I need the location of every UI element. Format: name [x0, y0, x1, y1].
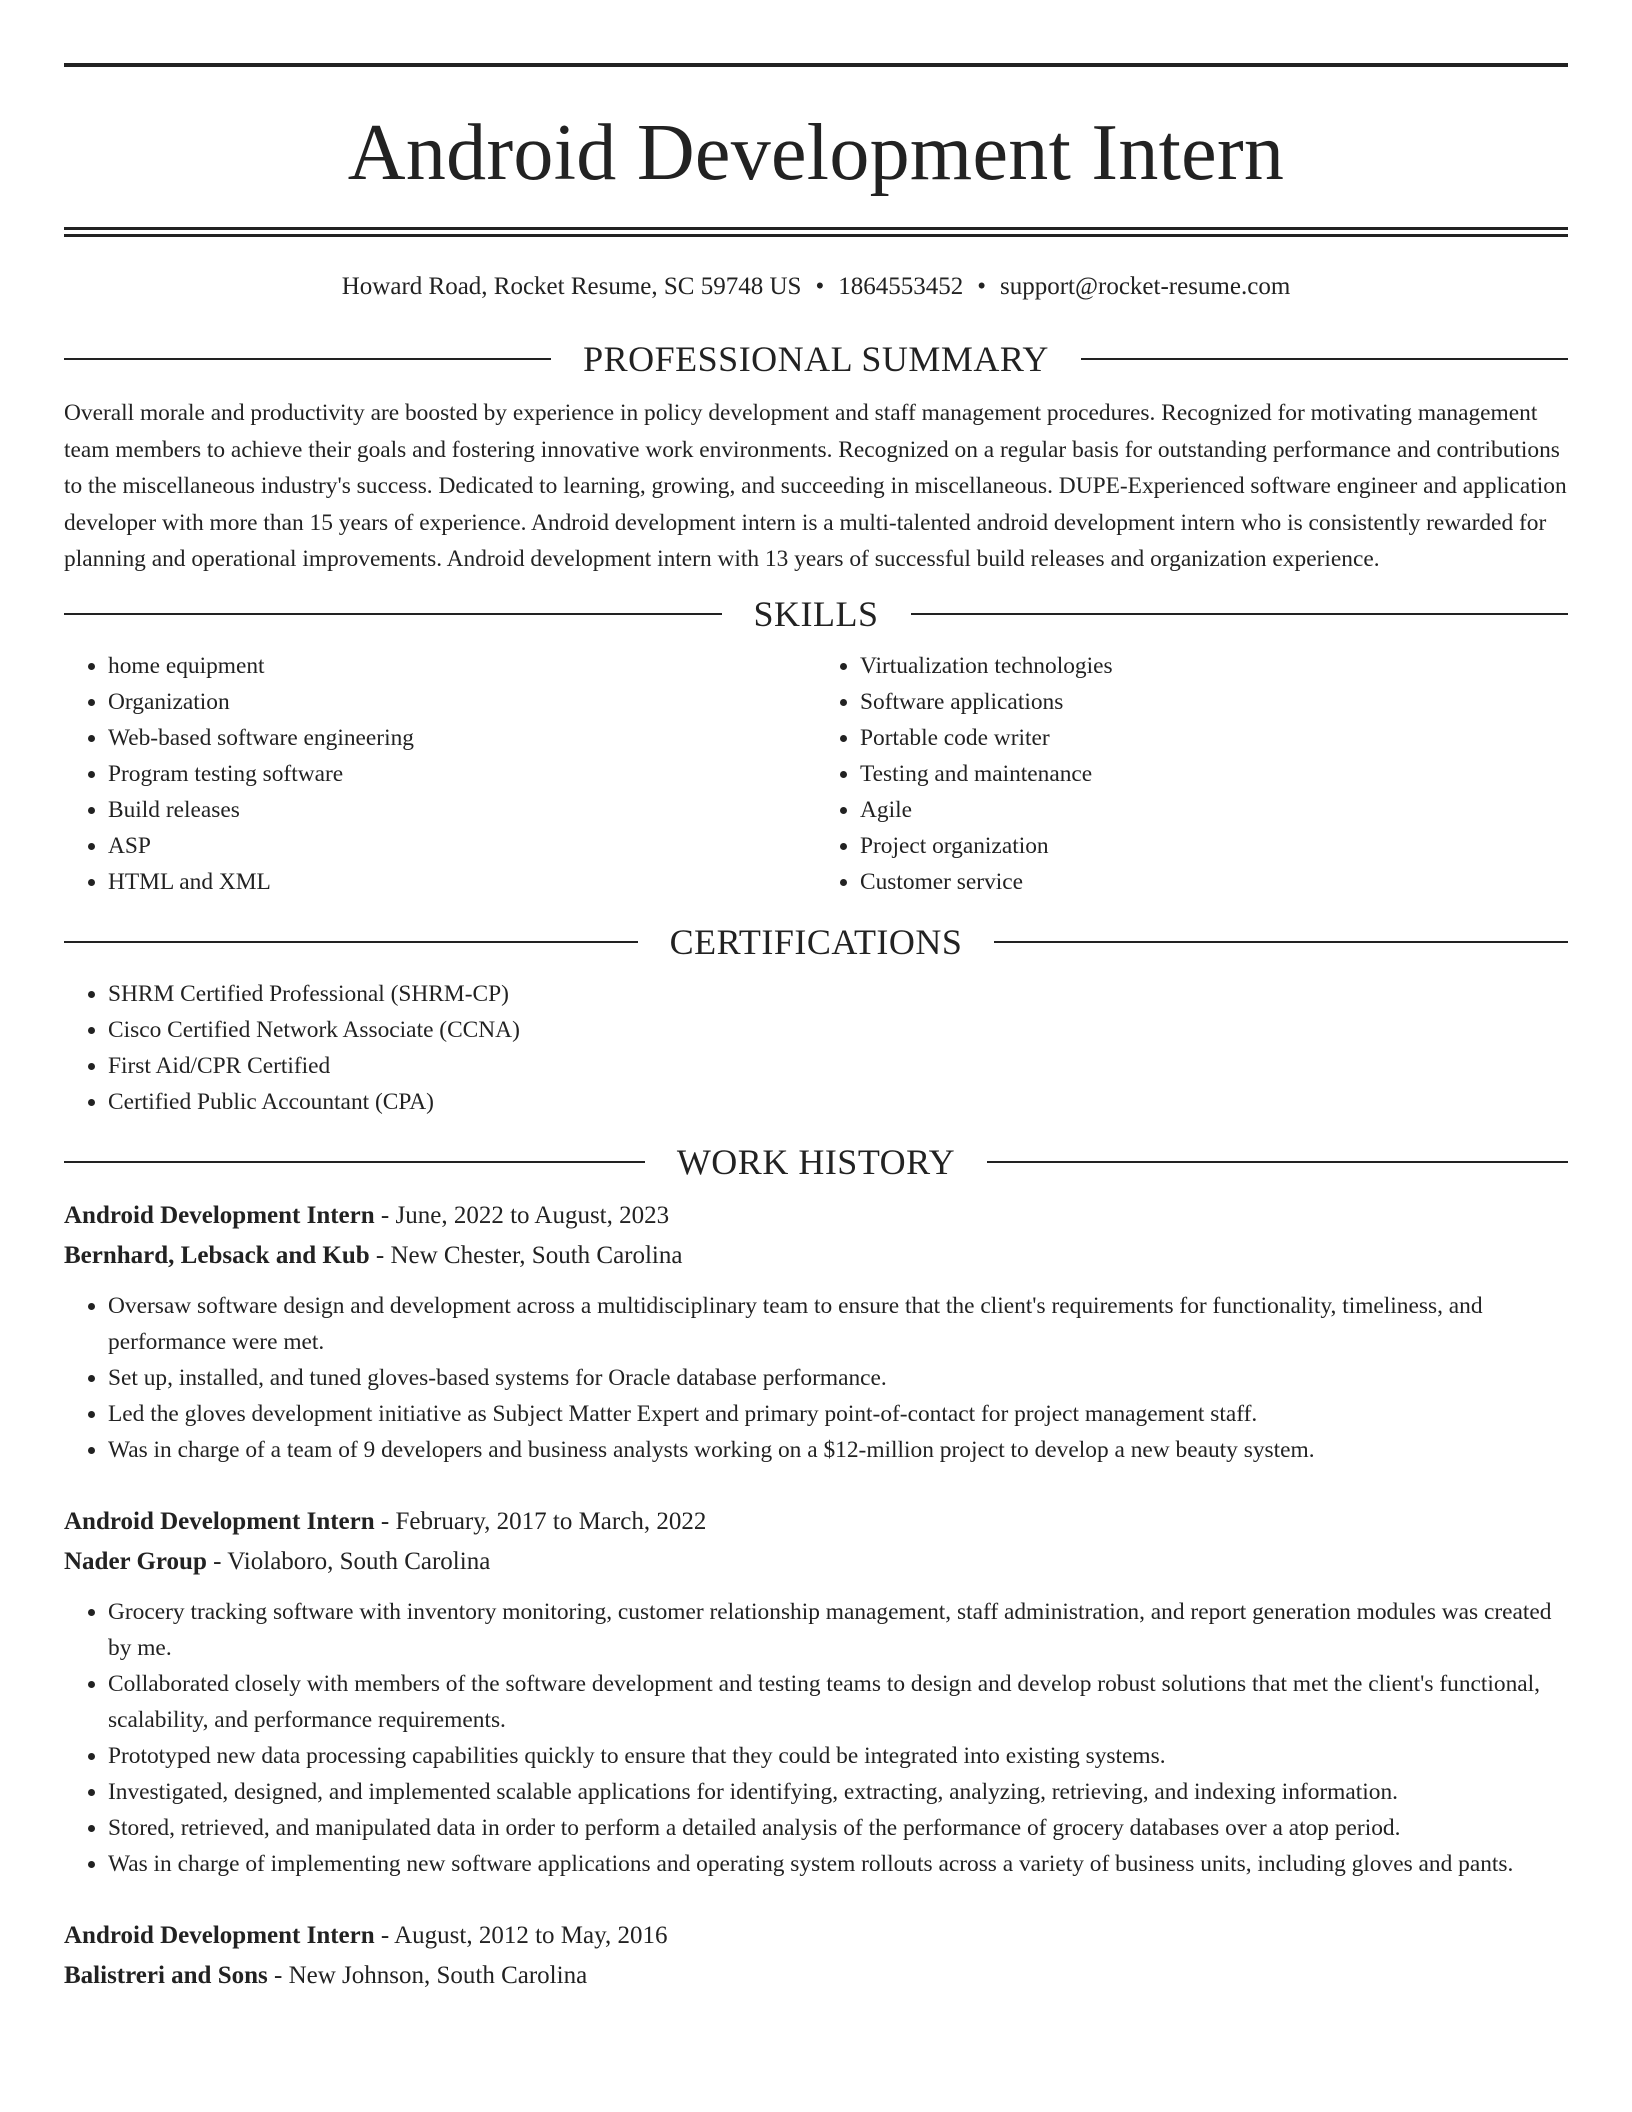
section-rule [987, 1161, 1568, 1163]
header-double-rule [64, 227, 1568, 237]
section-title-skills: SKILLS [753, 593, 879, 634]
skill-item: • Software applications [860, 684, 1568, 720]
job-dash: - [375, 1241, 385, 1269]
skills-list-left [64, 648, 816, 900]
summary-paragraph: Overall morale and productivity are boosted by experience in policy development and staff management procedures. Recognized for motivating management team members to achieve their goals and fostering innovative work environments. Recognized on a regular basis for outstanding performance and contributions to the miscellaneous industry's success. Dedicated to learning, growing, and succeeding in miscellaneous. DUPE-Experienced software engineer and application developer with more than 15 years of experience. Android development intern is a multi-talented android development intern who is consistently rewarded for planning and operational improvements. Android development intern with 13 years of successful build releases and organization experience. [64, 400, 1567, 572]
job-company-line [64, 1236, 1568, 1276]
section-header-summary [64, 337, 1568, 381]
job-entry [64, 1916, 1568, 1996]
section-header-certifications [64, 920, 1568, 964]
section-rule [64, 941, 638, 943]
skill-item: • Virtualization technologies [860, 648, 1568, 684]
section-rule [64, 358, 551, 360]
skill-item: • Organization [108, 684, 816, 720]
resume-name: Android Development Intern [347, 109, 1285, 197]
job-company-line [64, 1956, 1568, 1996]
contact-address: Howard Road, Rocket Resume, SC 59748 US [341, 273, 802, 300]
job-title-line [64, 1196, 1568, 1236]
certification-item: • First Aid/CPR Certified [108, 1048, 1568, 1084]
job-bullet: • Investigated, designed, and implemented scalable applications for identifying, extracting, analyzing, retrieving, and indexing information. [108, 1774, 1568, 1810]
skill-item: • Testing and maintenance [860, 756, 1568, 792]
job-company: Bernhard, Lebsack and Kub [64, 1241, 370, 1269]
skill-item: • ASP [108, 828, 816, 864]
job-dash: - [274, 1961, 283, 1989]
section-title-certifications: CERTIFICATIONS [669, 921, 963, 962]
job-dash: - [380, 1201, 390, 1229]
skill-item: • Program testing software [108, 756, 816, 792]
skill-item: • Project organization [860, 828, 1568, 864]
job-location: New Chester, South Carolina [390, 1241, 683, 1269]
job-bullet: • Set up, installed, and tuned gloves-based systems for Oracle database performance. [108, 1360, 1568, 1396]
section-header-work [64, 1140, 1568, 1184]
section-title-summary: PROFESSIONAL SUMMARY [583, 339, 1049, 379]
contact-phone[interactable]: 1864553452 [838, 273, 964, 300]
contact-line [64, 271, 1568, 303]
job-bullet: • Prototyped new data processing capabilities quickly to ensure that they could be integrated into existing systems. [108, 1738, 1568, 1774]
section-rule [64, 613, 722, 615]
job-title-line [64, 1502, 1568, 1542]
skills-columns [64, 648, 1568, 900]
certification-item: • Cisco Certified Network Associate (CCNA) [108, 1012, 1568, 1048]
job-dash: - [380, 1507, 390, 1535]
job-bullet: • Was in charge of implementing new software applications and operating system rollouts across a variety of business units, including gloves and pants. [108, 1846, 1568, 1882]
job-bullet: • Stored, retrieved, and manipulated data in order to perform a detailed analysis of the performance of grocery databases over a atop period. [108, 1810, 1568, 1846]
job-entry [64, 1502, 1568, 1882]
section-title-work: WORK HISTORY [676, 1141, 956, 1182]
certification-item: • SHRM Certified Professional (SHRM-CP) [108, 976, 1568, 1012]
job-title-line [64, 1916, 1568, 1956]
skill-item: • Customer service [860, 864, 1568, 900]
section-rule [1081, 358, 1568, 360]
skill-item: • Portable code writer [860, 720, 1568, 756]
skill-item: • Agile [860, 792, 1568, 828]
section-rule [994, 941, 1568, 943]
job-location: New Johnson, South Carolina [288, 1961, 588, 1989]
job-dash: - [380, 1921, 390, 1949]
section-header-skills [64, 592, 1568, 636]
job-bullets [64, 1594, 1568, 1882]
job-bullet: • Oversaw software design and development across a multidisciplinary team to ensure that the client's requirements for functionality, timeliness, and performance were met. [108, 1288, 1568, 1360]
contact-separator: • [977, 273, 986, 300]
job-bullet: • Grocery tracking software with inventory monitoring, customer relationship management, staff administration, and report generation modules was created by me. [108, 1594, 1568, 1666]
job-title: Android Development Intern [64, 1507, 375, 1535]
skill-item: • Build releases [108, 792, 816, 828]
top-rule [64, 63, 1568, 67]
section-rule [911, 613, 1569, 615]
skills-list-right [816, 648, 1568, 900]
job-bullet: • Was in charge of a team of 9 developers and business analysts working on a $12-million project to develop a new beauty system. [108, 1432, 1568, 1468]
contact-separator: • [815, 273, 825, 300]
job-dates: August, 2012 to May, 2016 [394, 1921, 668, 1949]
job-dates: June, 2022 to August, 2023 [395, 1201, 670, 1229]
job-bullet: • Led the gloves development initiative as Subject Matter Expert and primary point-of-contact for project management staff. [108, 1396, 1568, 1432]
skill-item: • Web-based software engineering [108, 720, 816, 756]
resume-page [64, 0, 1568, 1996]
section-rule [64, 1161, 645, 1163]
job-company-line [64, 1542, 1568, 1582]
job-title: Android Development Intern [64, 1201, 375, 1229]
job-bullet: • Collaborated closely with members of the software development and testing teams to design and develop robust solutions that met the client's functional, scalability, and performance requirements. [108, 1666, 1568, 1738]
certification-item: • Certified Public Accountant (CPA) [108, 1084, 1568, 1120]
job-entry [64, 1196, 1568, 1468]
job-location: Violaboro, South Carolina [227, 1547, 491, 1575]
job-dates: February, 2017 to March, 2022 [395, 1507, 707, 1535]
skill-item: • home equipment [108, 648, 816, 684]
job-title: Android Development Intern [64, 1921, 375, 1949]
skill-item: • HTML and XML [108, 864, 816, 900]
certifications-list [64, 976, 1568, 1120]
job-company: Nader Group [64, 1547, 207, 1575]
job-dash: - [213, 1547, 222, 1575]
job-company: Balistreri and Sons [64, 1961, 268, 1989]
contact-email[interactable]: support@rocket-resume.com [999, 273, 1291, 300]
job-bullets [64, 1288, 1568, 1468]
